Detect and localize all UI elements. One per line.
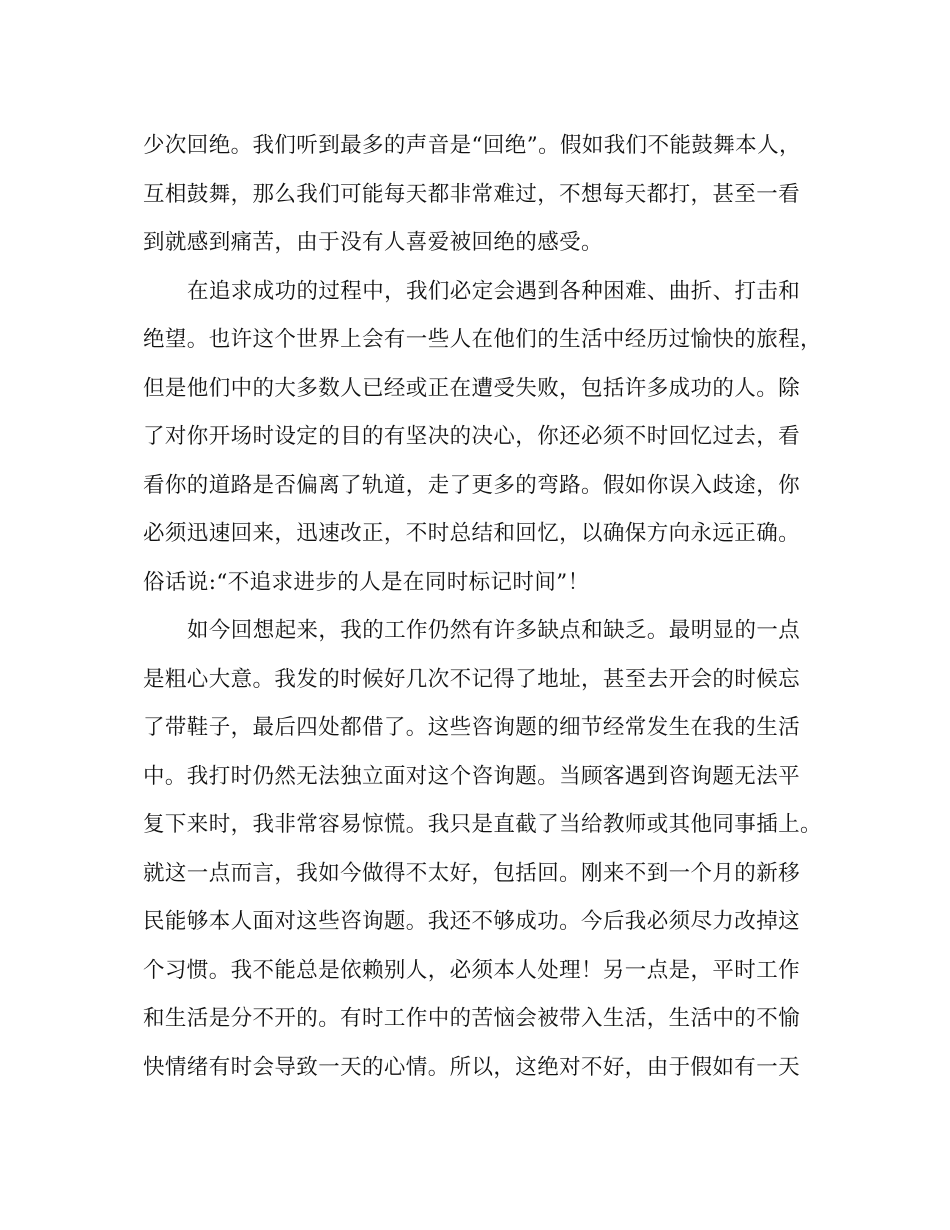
text-line: 民能够本人面对这些咨询题。我还不够成功。今后我必须尽力改掉这 bbox=[143, 909, 801, 934]
text-line: 快情绪有时会导致一天的心情。所以，这绝对不好，由于假如有一天 bbox=[143, 1054, 801, 1080]
text-line-first: 在追求成功的过程中，我们必定会遇到各种困难、曲折、打击和 bbox=[187, 278, 801, 304]
text-line-first: 如今回想起来，我的工作仍然有许多缺点和缺乏。最明显的一点 bbox=[187, 618, 801, 643]
text-line: 就这一点而言，我如今做得不太好，包括回。刚来不到一个月的新移 bbox=[143, 860, 801, 886]
text-line: 必须迅速回来，迅速改正，不时总结和回忆，以确保方向永远正确。 bbox=[143, 521, 801, 546]
text-line: 绝望。也许这个世界上会有一些人在他们的生活中经历过愉快的旅程， bbox=[143, 327, 822, 352]
text-line: 了对你开场时设定的目的有坚决的决心，你还必须不时回忆过去，看 bbox=[143, 424, 801, 449]
paragraph-3 bbox=[143, 607, 822, 1092]
text-line: 是粗心大意。我发的时候好几次不记得了地址，甚至去开会的时候忘 bbox=[143, 666, 801, 692]
text-line: 复下来时，我非常容易惊慌。我只是直截了当给教师或其他同事插上。 bbox=[143, 812, 822, 837]
text-line: 看你的道路是否偏离了轨道，走了更多的弯路。假如你误入歧途，你 bbox=[143, 472, 801, 498]
text-line: 到就感到痛苦，由于没有人喜爱被回绝的感受。 bbox=[143, 230, 603, 255]
paragraph-1 bbox=[143, 122, 818, 268]
text-line: 少次回绝。我们听到最多的声音是“回绝”。假如我们不能鼓舞本人， bbox=[143, 133, 801, 158]
text-line: 互相鼓舞，那么我们可能每天都非常难过，不想每天都打，甚至一看 bbox=[143, 181, 801, 207]
text-line: 个习惯。我不能总是依赖别人，必须本人处理！另一点是，平时工作 bbox=[143, 957, 801, 983]
text-line: 但是他们中的大多数人已经或正在遭受失败，包括许多成功的人。除 bbox=[143, 375, 801, 401]
text-line: 俗话说:“不追求进步的人是在同时标记时间”！ bbox=[143, 569, 590, 595]
text-line: 中。我打时仍然无法独立面对这个咨询题。当顾客遇到咨询题无法平 bbox=[143, 763, 801, 789]
text-line: 了带鞋子，最后四处都借了。这些咨询题的细节经常发生在我的生活 bbox=[143, 715, 801, 740]
document-body bbox=[143, 122, 822, 1092]
paragraph-2 bbox=[143, 268, 822, 608]
text-line: 和生活是分不开的。有时工作中的苦恼会被带入生活，生活中的不愉 bbox=[143, 1006, 801, 1031]
